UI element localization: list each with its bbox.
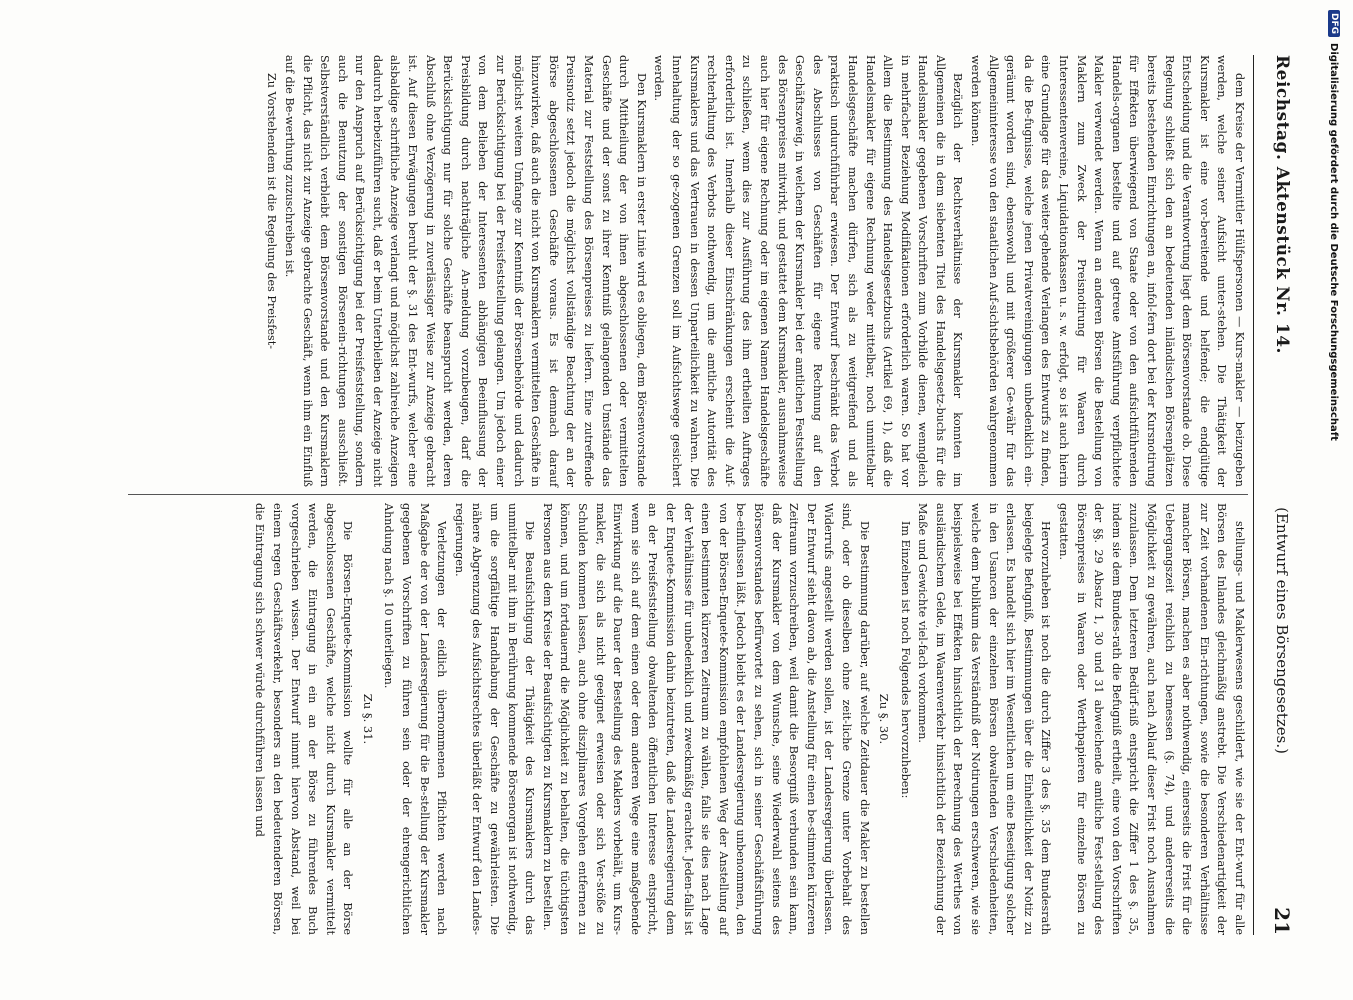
- paragraph: Im Einzelnen ist noch Folgendes hervorzuheben:: [898, 521, 912, 799]
- left-column: [263, 55, 1248, 487]
- document-subtitle: (Entwurf eines Börsengesetzes.): [1273, 507, 1291, 754]
- page-header: [1253, 55, 1310, 935]
- right-column: [251, 503, 1248, 935]
- paragraph: Hervorzuheben ist noch die durch Ziffer 3 des §. 35 dem Bundesrath beigelegte Befugniß, Bestimmungen über die Einheitlichkeit der Notiz zu erlassen. Es handelt sich hier im Wesentlichen um eine Beseitigung solcher in den Usancen der einzelnen Börsen obwaltenden Verschiedenheiten, welche dem Publikum das Verständniß der Notirungen erschweren, wie sie beispielsweise bei Effekten hinsichtlich der Berechnung des Werthes von ausländischem Gelde, im Waarenverkehr hinsichtlich der Bezeichnung der Maße und Gewichte viel-fach vorkommen.: [916, 503, 1053, 935]
- paragraph: Die Beaufsichtigung der Thätigkeit des Kursmaklers durch das unmittelbar mit ihm in Berührung kommende Börsenorgan ist nothwendig, um die sorgfältige Handhabung der Geschäfte zu gewährleisten. Die nähere Abgrenzung des Aufsichtsrechtes überläßt der Entwurf den Landes-regierungen.: [452, 503, 537, 935]
- paragraph: stellungs- und Maklerwesens geschildert, wie sie der Ent-wurf für alle Börsen des Inlandes gleichmäßig anstrebt. Die Verschiedenartigkeit der zur Zeit vorhandenen Ein-richtungen, sowie die besonderen Verhältnisse mancher Börsen, machen es aber nothwendig, einerseits die Frist für die Uebergangszeit reichlich zu bemessen (§. 74), und andererseits die Möglichkeit zu gewähren, auch nach Ablauf dieser Frist noch Ausnahmen zuzulassen. Dem letzteren Bedürf-niß entspricht die Ziffer 1 des §. 35, indem sie dem Bundes-rath die Befugniß ertheilt, eine von den Vorschriften der §§. 29 Absatz 1, 30 und 31 abweichende amtliche Fest-stellung des Börsenpreises in Waaren oder Werthpapieren für einzelne Börsen zu gestatten.: [1057, 503, 1246, 935]
- paragraph: Den Kursmaklern in erster Linie wird es obliegen, dem Börsenvorstande durch Mittheilung der von ihnen abgeschlossenen oder vermittelten Geschäfte und der sonst zu ihrer Kenntniß gelangenden Umstände das Material zur Feststellung des Börsenpreises zu liefern. Eine zutreffende Preisnotiz setzt jedoch die möglichst vollständige Beachtung der an der Börse abgeschlossenen Geschäfte voraus. Es ist demnach darauf hinzuwirken, daß auch die nicht von Kursmaklern vermittelten Geschäfte in möglichst weitem Umfange zur Kenntniß der Börsenbehörde und dadurch zur Berücksichtigung bei der Preisfeststellung gelangen. Um jedoch einer von dem Belieben der Interessenten abhängigen Beeinflussung der Preisbildung durch nachträgliche An-meldung vorzubeugen, darf die Berücksichtigung nur für solche Geschäfte beansprucht werden, deren Abschluß ohne Verzögerung in zuverlässiger Weise zur Anzeige gebracht ist. Auf diesen Erwägungen beruht der §. 31 des Ent-wurfs, welcher eine alsbaldige schriftliche Anzeige verlangt und möglichst zahlreiche Anzeigen dadurch herbeizuführen sucht, daß er beim Unterbleiben der Anzeige nicht nur den Anspruch auf Berücksichtigung bei der Preisfeststellung, sondern auch die Benutzung der sonstigen Börsenein-richtungen ausschließt. Selbstverständlich verbleibt dem Börsenvorstande und den Kursmaklern die Pflicht, das nicht zur Anzeige gebrachte Geschäft, wenn ihm ein Einfluß auf die Be-werthung zuzuschreiben ist.: [282, 55, 648, 487]
- paragraph: Die Bestimmung darüber, auf welche Zeitdauer die Makler zu bestellen sind, oder ob dieselben ohne zeit-liche Grenze unter Vorbehalt des Widerrufs angestellt werden sollen, ist der Landesregierung überlassen. Der Entwurf sieht davon ab, die Anstellung für einen be-stimmten kürzeren Zeitraum vorzuschreiben, weil damit die Besorgniß verbunden sein kann, daß der Kursmakler von dem Wunsche, seine Wiederwahl seitens des Börsenvorstandes befürwortet zu sehen, sich in seiner Geschäftsführung be-einflussen läßt. Jedoch bleibt es der Landesregierung unbenommen, den von der Börsen-Enquete-Kommission empfohlenen Weg der Anstellung auf einen bestimmten kürzeren Zeitraum zu wählen, falls sie dies nach Lage der Verhältnisse für unbedenklich und zweckmäßig erachtet. Jeden-falls ist der Enquete-Kommission dahin beizutreten, daß die Landesregierung dem an der Preisfeststellung obwaltenden öffentlichen Interesse entspricht, wenn sie sich auf dem einen oder dem anderen Wege eine maßgebende Einwirkung auf die Dauer der Bestellung des Maklers vorbehält, um Kurs-makler, die sich als nicht geeignet erweisen oder sich Ver-stöße zu Schulden kommen lassen, auch ohne disziplinares Vorgehen entfernen zu können, und um fortdauernd die Möglichkeit zu behalten, die tüchtigsten Personen aus dem Kreise der Beaufsichtigten zu Kursmaklern zu bestellen.: [540, 503, 871, 935]
- paragraph: Die Börsen-Enquete-Kommission wollte für alle an der Börse abgeschlossenen Geschäfte, welche nicht durch Kursmakler vermittelt werden, die Eintragung in ein an der Börse zu führendes Buch vorgeschrieben wissen. Der Entwurf nimmt hiervon Abstand, weil bei einem regen Geschäftsverkehr, besonders an den bedeutenderen Börsen, die Eintragung sich schwer würde durchführen lassen und: [253, 503, 355, 935]
- rotated-document: [70, 0, 1310, 1000]
- column-divider: [128, 494, 1248, 495]
- paragraph: Verletzungen der eidlich übernommenen Pflichten werden nach Maßgabe der von der Landesregierung für die Be-stellung der Kursmakler gegebenen Vorschriften zu führen sein oder der ehrengerichtlichen Ahndung nach §. 10 unterliegen.: [382, 503, 449, 935]
- section-heading: Zu §. 30.: [877, 693, 892, 745]
- credit-text: Digitalisierung gefördert durch die Deutsche Forschungsgemeinschaft: [1328, 43, 1340, 441]
- running-title: Reichstag. Aktenstück Nr. 14.: [1272, 55, 1292, 354]
- paragraph: Zu Vorstehendem ist die Regelung des Preisfest-: [265, 73, 279, 349]
- digitization-credit: [1318, 10, 1340, 990]
- page-number: 21: [1270, 907, 1294, 935]
- dfg-logo: DFG: [1328, 10, 1340, 37]
- paragraph: Bezüglich der Rechtsverhältnisse der Kursmakler konnten im Allgemeinen die in dem siebenten Titel des Handelsgesetz-buchs für die Handelsmakler gegebenen Vorschriften zum Vorbilde dienen, wenngleich in mehrfacher Beziehung Modifikationen erforderlich waren. So hat vor Allem die Bestimmung des Handelsgesetzbuchs (Artikel 69, 1), daß die Handelsmakler für eigene Rechnung weder mittelbar, noch unmittelbar Handelsgeschäfte machen dürfen, sich als zu weitgreifend und als praktisch undurchführbar erwiesen. Der Entwurf beschränkt das Verbot des Abschlusses von Geschäften für eigene Rechnung auf den Geschäftszweig, in welchem der Kursmakler bei der amtlichen Feststellung des Börsenpreises mitwirkt, und gestattet dem Kursmakler, ausnahmsweise auch hier für eigene Rechnung oder im eigenen Namen Handelsgeschäfte zu schließen, wenn dies zur Ausführung des ihm ertheilten Auftrages erforderlich ist. Innerhalb dieser Einschränkungen erscheint die Auf-rechterhaltung des Verbots nothwendig, um die amtliche Autorität des Kursmaklers und das Vertrauen in dessen Unparteilichkeit zu wahren. Die Innehaltung der so ge-zogenen Grenzen soll im Aufsichtswege gesichert werden.: [652, 55, 965, 487]
- section-heading: Zu §. 31.: [360, 693, 375, 745]
- credit-line: [1328, 10, 1340, 970]
- paragraph: dem Kreise der Vermittler Hülfspersonen — Kurs-makler — beizugeben werden, welche seiner Aufsicht unter-stehen. Die Thätigkeit der Kursmakler ist eine vor-bereitende und helfende; die endgültige Entscheidung und die Verantwortung liegt dem Börsenvorstande ob. Diese Regelung schließt sich den an bedeutenden inländischen Börsenplätzen bereits bestehenden Einrichtungen an, infol-fern dort bei der Kursnotirung für Effekten überwiegend von Staate oder von den aufsichtführenden Handels-organen bestellte und auf getreue Amtsführung verpflichtete Makler verwendet werden. Wenn an anderen Börsen die Bestellung von Maklern zum Zweck der Preisnotirung für Waaren durch Interessentenvereine, Liquidationskassen u. s. w. erfolgt, so ist auch hierin eine Grundlage für das weiter-gehende Verlangen des Entwurfs zu finden, da die Be-fugnisse, welche jenen Privatvereinigungen unbedenklich ein-geräumt worden sind, ebensowohl und mit größerer Ge-währ für das Allgemeininteresse von den staatlichen Auf-sichtsbehörden wahrgenommen werden können.: [969, 55, 1246, 488]
